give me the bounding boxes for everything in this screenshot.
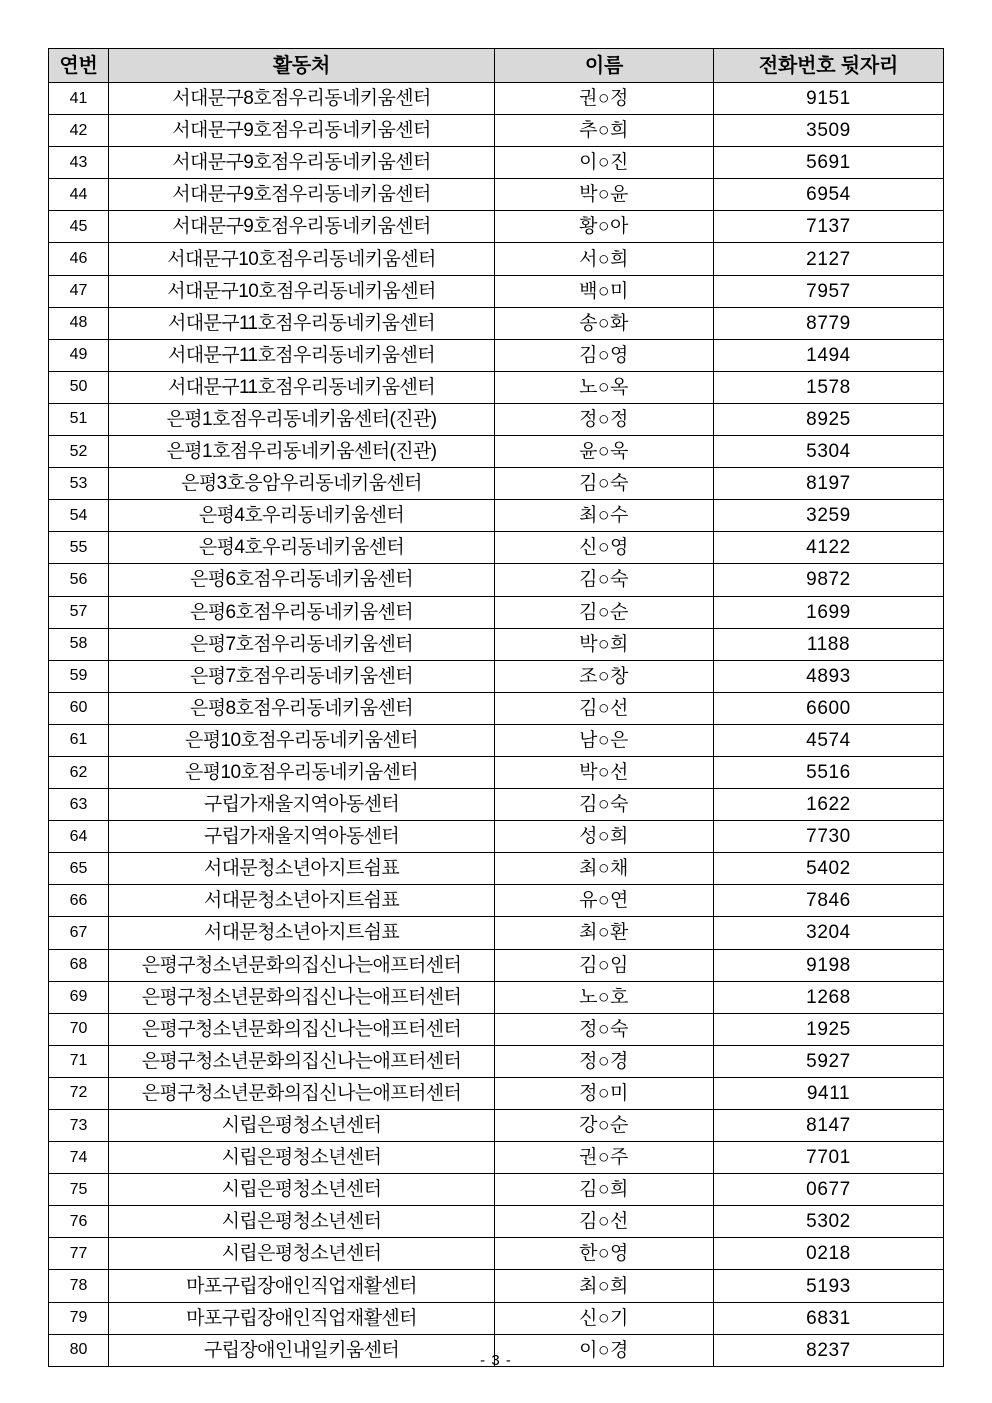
cell-place: 은평4호우리동네키움센터	[109, 532, 495, 564]
cell-name: 정○경	[495, 1045, 714, 1077]
cell-sequence: 48	[49, 307, 109, 339]
table-row	[49, 500, 944, 532]
table-row	[49, 949, 944, 981]
cell-sequence: 72	[49, 1077, 109, 1109]
roster-table	[48, 48, 944, 1367]
table-row	[49, 789, 944, 821]
cell-name: 최○채	[495, 853, 714, 885]
cell-place: 은평6호점우리동네키움센터	[109, 596, 495, 628]
cell-name: 윤○욱	[495, 436, 714, 468]
table-row	[49, 243, 944, 275]
cell-name: 강○순	[495, 1110, 714, 1142]
table-row	[49, 1206, 944, 1238]
cell-sequence: 49	[49, 339, 109, 371]
cell-phone-suffix: 8197	[714, 468, 944, 500]
cell-sequence: 56	[49, 564, 109, 596]
table-row	[49, 1270, 944, 1302]
table-row	[49, 1077, 944, 1109]
cell-place: 은평3호응암우리동네키움센터	[109, 468, 495, 500]
cell-place: 서대문구9호점우리동네키움센터	[109, 179, 495, 211]
cell-place: 서대문구9호점우리동네키움센터	[109, 211, 495, 243]
cell-phone-suffix: 3509	[714, 115, 944, 147]
column-header-phone-suffix: 전화번호 뒷자리	[714, 49, 944, 83]
cell-phone-suffix: 6600	[714, 692, 944, 724]
cell-place: 은평구청소년문화의집신나는애프터센터	[109, 1013, 495, 1045]
cell-place: 은평구청소년문화의집신나는애프터센터	[109, 1045, 495, 1077]
cell-place: 은평7호점우리동네키움센터	[109, 660, 495, 692]
table-row	[49, 147, 944, 179]
page-number-footer: - 3 -	[480, 1352, 512, 1369]
cell-phone-suffix: 0218	[714, 1238, 944, 1270]
cell-name: 김○숙	[495, 468, 714, 500]
cell-place: 마포구립장애인직업재활센터	[109, 1270, 495, 1302]
cell-place: 서대문청소년아지트쉼표	[109, 853, 495, 885]
cell-sequence: 74	[49, 1142, 109, 1174]
cell-phone-suffix: 3204	[714, 917, 944, 949]
cell-place: 시립은평청소년센터	[109, 1174, 495, 1206]
cell-name: 정○정	[495, 403, 714, 435]
cell-place: 은평8호점우리동네키움센터	[109, 692, 495, 724]
cell-sequence: 80	[49, 1334, 109, 1366]
cell-place: 은평10호점우리동네키움센터	[109, 724, 495, 756]
cell-phone-suffix: 3259	[714, 500, 944, 532]
cell-sequence: 77	[49, 1238, 109, 1270]
cell-name: 김○희	[495, 1174, 714, 1206]
table-row	[49, 1174, 944, 1206]
column-header-place: 활동처	[109, 49, 495, 83]
cell-sequence: 54	[49, 500, 109, 532]
table-row	[49, 307, 944, 339]
table-row	[49, 403, 944, 435]
cell-sequence: 66	[49, 885, 109, 917]
cell-phone-suffix: 9151	[714, 83, 944, 115]
cell-place: 시립은평청소년센터	[109, 1110, 495, 1142]
cell-name: 김○숙	[495, 789, 714, 821]
cell-phone-suffix: 8237	[714, 1334, 944, 1366]
cell-phone-suffix: 7701	[714, 1142, 944, 1174]
cell-place: 구립가재울지역아동센터	[109, 789, 495, 821]
cell-phone-suffix: 1268	[714, 981, 944, 1013]
cell-phone-suffix: 9872	[714, 564, 944, 596]
cell-sequence: 76	[49, 1206, 109, 1238]
cell-phone-suffix: 4893	[714, 660, 944, 692]
table-row	[49, 853, 944, 885]
cell-phone-suffix: 1925	[714, 1013, 944, 1045]
cell-place: 서대문구10호점우리동네키움센터	[109, 275, 495, 307]
cell-phone-suffix: 1699	[714, 596, 944, 628]
table-row	[49, 660, 944, 692]
cell-name: 김○숙	[495, 564, 714, 596]
cell-phone-suffix: 6954	[714, 179, 944, 211]
cell-name: 조○창	[495, 660, 714, 692]
cell-sequence: 44	[49, 179, 109, 211]
table-row	[49, 1238, 944, 1270]
cell-name: 이○진	[495, 147, 714, 179]
cell-sequence: 73	[49, 1110, 109, 1142]
table-row	[49, 179, 944, 211]
cell-name: 정○숙	[495, 1013, 714, 1045]
cell-name: 최○환	[495, 917, 714, 949]
cell-name: 노○호	[495, 981, 714, 1013]
table-row	[49, 821, 944, 853]
cell-phone-suffix: 4574	[714, 724, 944, 756]
cell-phone-suffix: 1494	[714, 339, 944, 371]
table-row	[49, 596, 944, 628]
cell-sequence: 70	[49, 1013, 109, 1045]
cell-phone-suffix: 5516	[714, 756, 944, 788]
cell-place: 서대문구10호점우리동네키움센터	[109, 243, 495, 275]
table-row	[49, 532, 944, 564]
cell-name: 노○옥	[495, 371, 714, 403]
cell-sequence: 53	[49, 468, 109, 500]
cell-sequence: 78	[49, 1270, 109, 1302]
table-row	[49, 83, 944, 115]
table-row	[49, 339, 944, 371]
cell-name: 황○아	[495, 211, 714, 243]
cell-name: 김○영	[495, 339, 714, 371]
cell-sequence: 60	[49, 692, 109, 724]
cell-sequence: 63	[49, 789, 109, 821]
cell-phone-suffix: 4122	[714, 532, 944, 564]
cell-name: 최○희	[495, 1270, 714, 1302]
cell-name: 신○영	[495, 532, 714, 564]
cell-name: 박○선	[495, 756, 714, 788]
cell-phone-suffix: 5304	[714, 436, 944, 468]
cell-name: 권○정	[495, 83, 714, 115]
table-row	[49, 981, 944, 1013]
cell-phone-suffix: 5691	[714, 147, 944, 179]
cell-phone-suffix: 5302	[714, 1206, 944, 1238]
table-header	[49, 49, 944, 83]
cell-phone-suffix: 7730	[714, 821, 944, 853]
cell-phone-suffix: 5193	[714, 1270, 944, 1302]
table-row	[49, 275, 944, 307]
table-row	[49, 1045, 944, 1077]
cell-place: 은평10호점우리동네키움센터	[109, 756, 495, 788]
cell-sequence: 46	[49, 243, 109, 275]
cell-phone-suffix: 8925	[714, 403, 944, 435]
cell-sequence: 52	[49, 436, 109, 468]
cell-name: 김○임	[495, 949, 714, 981]
table-row	[49, 211, 944, 243]
cell-name: 김○선	[495, 1206, 714, 1238]
table-row	[49, 436, 944, 468]
cell-sequence: 61	[49, 724, 109, 756]
cell-name: 추○희	[495, 115, 714, 147]
cell-name: 박○희	[495, 628, 714, 660]
cell-place: 은평구청소년문화의집신나는애프터센터	[109, 981, 495, 1013]
table-row	[49, 468, 944, 500]
column-header-sequence: 연번	[49, 49, 109, 83]
cell-name: 최○수	[495, 500, 714, 532]
cell-place: 시립은평청소년센터	[109, 1238, 495, 1270]
cell-name: 송○화	[495, 307, 714, 339]
cell-name: 박○윤	[495, 179, 714, 211]
table-row	[49, 756, 944, 788]
table-row	[49, 1013, 944, 1045]
cell-name: 김○선	[495, 692, 714, 724]
cell-place: 은평구청소년문화의집신나는애프터센터	[109, 1077, 495, 1109]
cell-place: 서대문구9호점우리동네키움센터	[109, 115, 495, 147]
cell-place: 시립은평청소년센터	[109, 1206, 495, 1238]
table-row	[49, 724, 944, 756]
cell-name: 백○미	[495, 275, 714, 307]
cell-phone-suffix: 5927	[714, 1045, 944, 1077]
cell-place: 서대문구11호점우리동네키움센터	[109, 307, 495, 339]
cell-sequence: 47	[49, 275, 109, 307]
cell-sequence: 69	[49, 981, 109, 1013]
cell-phone-suffix: 0677	[714, 1174, 944, 1206]
cell-sequence: 67	[49, 917, 109, 949]
cell-place: 구립장애인내일키움센터	[109, 1334, 495, 1366]
cell-phone-suffix: 8147	[714, 1110, 944, 1142]
table-row	[49, 692, 944, 724]
cell-place: 은평1호점우리동네키움센터(진관)	[109, 436, 495, 468]
cell-place: 은평1호점우리동네키움센터(진관)	[109, 403, 495, 435]
cell-place: 서대문청소년아지트쉼표	[109, 885, 495, 917]
cell-phone-suffix: 2127	[714, 243, 944, 275]
cell-phone-suffix: 1578	[714, 371, 944, 403]
table-body	[49, 83, 944, 1367]
cell-name: 이○경	[495, 1334, 714, 1366]
cell-sequence: 50	[49, 371, 109, 403]
cell-phone-suffix: 7957	[714, 275, 944, 307]
cell-sequence: 55	[49, 532, 109, 564]
cell-sequence: 45	[49, 211, 109, 243]
cell-place: 구립가재울지역아동센터	[109, 821, 495, 853]
cell-sequence: 57	[49, 596, 109, 628]
column-header-name: 이름	[495, 49, 714, 83]
cell-name: 정○미	[495, 1077, 714, 1109]
cell-name: 남○은	[495, 724, 714, 756]
table-row	[49, 371, 944, 403]
cell-place: 은평구청소년문화의집신나는애프터센터	[109, 949, 495, 981]
cell-phone-suffix: 1622	[714, 789, 944, 821]
cell-place: 서대문구11호점우리동네키움센터	[109, 339, 495, 371]
cell-phone-suffix: 1188	[714, 628, 944, 660]
cell-name: 성○희	[495, 821, 714, 853]
cell-sequence: 64	[49, 821, 109, 853]
cell-phone-suffix: 5402	[714, 853, 944, 885]
table-row	[49, 115, 944, 147]
cell-name: 김○순	[495, 596, 714, 628]
table-row	[49, 1302, 944, 1334]
cell-phone-suffix: 9198	[714, 949, 944, 981]
cell-phone-suffix: 7137	[714, 211, 944, 243]
cell-sequence: 41	[49, 83, 109, 115]
cell-sequence: 71	[49, 1045, 109, 1077]
cell-sequence: 43	[49, 147, 109, 179]
cell-place: 은평4호우리동네키움센터	[109, 500, 495, 532]
cell-phone-suffix: 9411	[714, 1077, 944, 1109]
cell-place: 은평6호점우리동네키움센터	[109, 564, 495, 596]
cell-phone-suffix: 7846	[714, 885, 944, 917]
cell-name: 유○연	[495, 885, 714, 917]
cell-sequence: 59	[49, 660, 109, 692]
cell-sequence: 68	[49, 949, 109, 981]
cell-phone-suffix: 8779	[714, 307, 944, 339]
cell-sequence: 62	[49, 756, 109, 788]
table-row	[49, 917, 944, 949]
cell-place: 시립은평청소년센터	[109, 1142, 495, 1174]
cell-sequence: 75	[49, 1174, 109, 1206]
cell-place: 서대문구11호점우리동네키움센터	[109, 371, 495, 403]
cell-place: 서대문구9호점우리동네키움센터	[109, 147, 495, 179]
cell-place: 마포구립장애인직업재활센터	[109, 1302, 495, 1334]
cell-sequence: 51	[49, 403, 109, 435]
cell-place: 서대문구8호점우리동네키움센터	[109, 83, 495, 115]
table-row	[49, 1142, 944, 1174]
cell-sequence: 65	[49, 853, 109, 885]
cell-place: 서대문청소년아지트쉼표	[109, 917, 495, 949]
cell-sequence: 58	[49, 628, 109, 660]
table-row	[49, 1110, 944, 1142]
table-row	[49, 628, 944, 660]
table-row	[49, 885, 944, 917]
cell-name: 한○영	[495, 1238, 714, 1270]
cell-sequence: 79	[49, 1302, 109, 1334]
roster-table-container	[48, 48, 943, 1367]
cell-name: 서○희	[495, 243, 714, 275]
cell-place: 은평7호점우리동네키움센터	[109, 628, 495, 660]
cell-phone-suffix: 6831	[714, 1302, 944, 1334]
cell-sequence: 42	[49, 115, 109, 147]
header-row	[49, 49, 944, 83]
table-row	[49, 564, 944, 596]
cell-name: 신○기	[495, 1302, 714, 1334]
cell-name: 권○주	[495, 1142, 714, 1174]
